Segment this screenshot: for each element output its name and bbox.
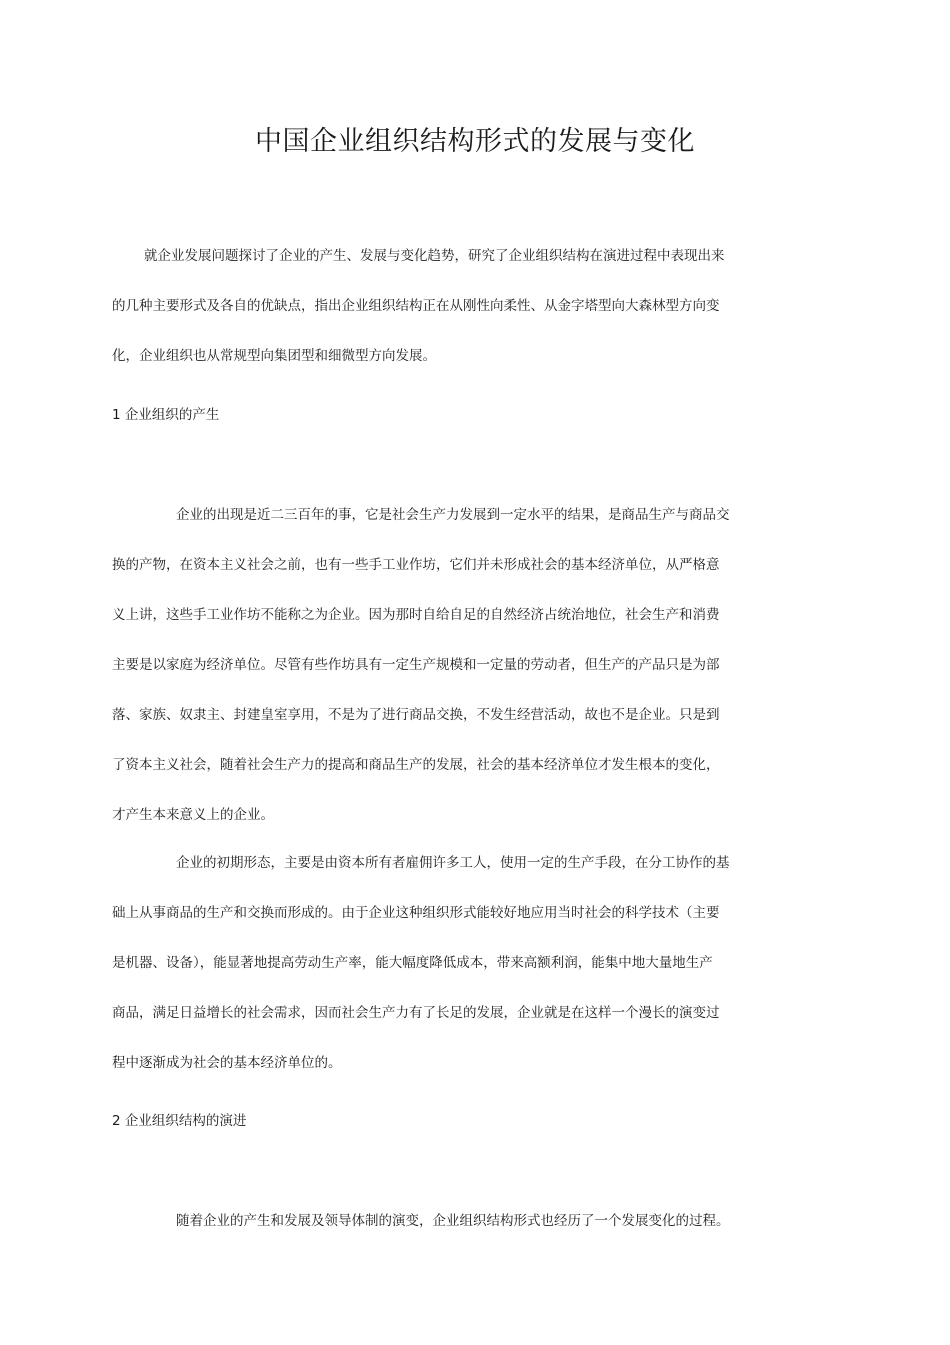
paragraph-line: 随着企业的产生和发展及领导体制的演变，企业组织结构形式也经历了一个发展变化的过程。	[176, 1213, 730, 1229]
abstract-paragraph	[112, 231, 752, 381]
paragraph-line: 企业的初期形态，主要是由资本所有者雇佣许多工人，使用一定的生产手段，在分工协作的基	[176, 855, 730, 871]
section-1-paragraph-2	[112, 838, 752, 1088]
section-1-heading: 1 企业组织的产生	[112, 407, 220, 423]
paragraph-line: 础上从事商品的生产和交换而形成的。由于企业这种组织形式能较好地应用当时社会的科学技术（主要	[112, 905, 720, 921]
section-2-paragraph-1	[112, 1196, 752, 1246]
paragraph-line: 企业的出现是近二三百年的事，它是社会生产力发展到一定水平的结果，是商品生产与商品交	[176, 507, 730, 523]
paragraph-line: 了资本主义社会，随着社会生产力的提高和商品生产的发展，社会的基本经济单位才发生根本的变化，	[112, 757, 720, 773]
abstract-line: 就企业发展问题探讨了企业的产生、发展与变化趋势，研究了企业组织结构在演进过程中表现出来	[144, 248, 725, 264]
document-title: 中国企业组织结构形式的发展与变化	[255, 126, 695, 157]
paragraph-line: 才产生本来意义上的企业。	[112, 807, 274, 823]
paragraph-line: 是机器、设备），能显著地提高劳动生产率，能大幅度降低成本，带来高额利润，能集中地大量地生产	[112, 955, 713, 971]
section-2-heading: 2 企业组织结构的演进	[112, 1113, 247, 1129]
paragraph-line: 程中逐渐成为社会的基本经济单位的。	[112, 1055, 342, 1071]
paragraph-line: 商品，满足日益增长的社会需求，因而社会生产力有了长足的发展，企业就是在这样一个漫长的演变过	[112, 1005, 720, 1021]
paragraph-line: 义上讲，这些手工业作坊不能称之为企业。因为那时自给自足的自然经济占统治地位，社会生产和消费	[112, 607, 720, 623]
abstract-line: 化，企业组织也从常规型向集团型和细微型方向发展。	[112, 348, 436, 364]
abstract-line: 的几种主要形式及各自的优缺点，指出企业组织结构正在从刚性向柔性、从金字塔型向大森林型方向变	[112, 298, 720, 314]
section-1-paragraph-1	[112, 490, 752, 840]
paragraph-line: 换的产物，在资本主义社会之前，也有一些手工业作坊，它们并未形成社会的基本经济单位，从严格意	[112, 557, 720, 573]
paragraph-line: 主要是以家庭为经济单位。尽管有些作坊具有一定生产规模和一定量的劳动者，但生产的产品只是为部	[112, 657, 720, 673]
paragraph-line: 落、家族、奴隶主、封建皇室享用，不是为了进行商品交换，不发生经营活动，故也不是企业。只是到	[112, 707, 720, 723]
